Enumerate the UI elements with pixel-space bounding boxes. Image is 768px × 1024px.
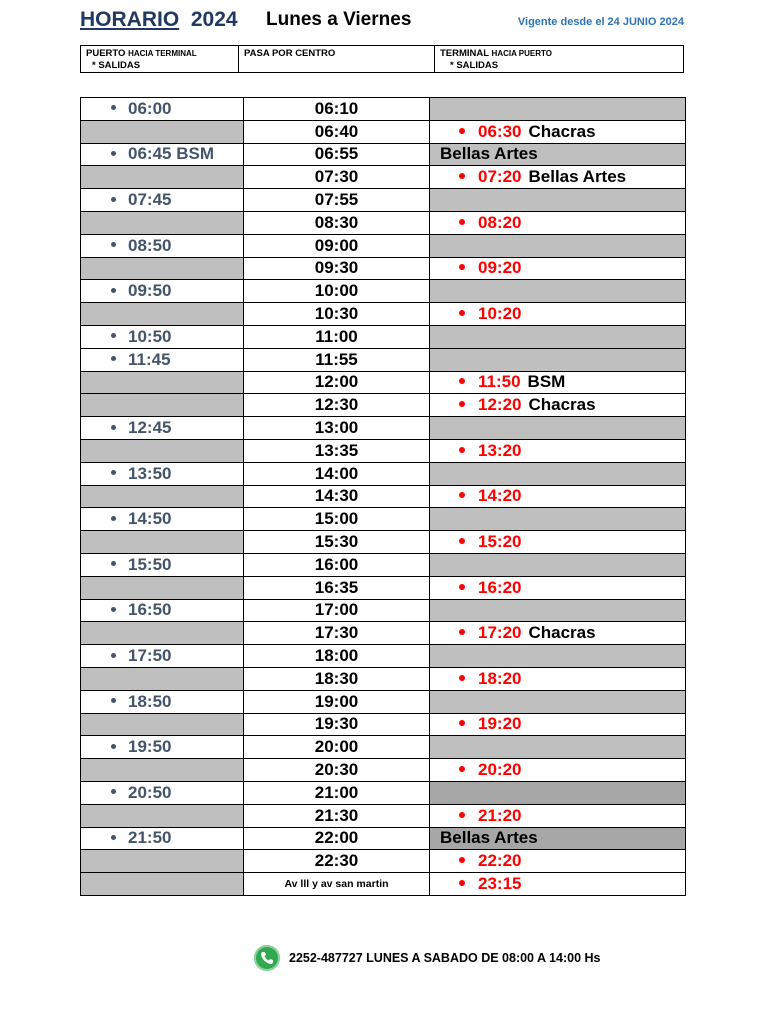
table-row <box>81 417 686 440</box>
bullet-icon <box>459 401 465 407</box>
centro-cell: 19:30 <box>244 713 430 736</box>
centro-cell: 06:10 <box>244 98 430 121</box>
puerto-cell <box>81 348 244 371</box>
centro-cell: 15:00 <box>244 508 430 531</box>
centro-cell: 17:30 <box>244 622 430 645</box>
puerto-cell <box>81 211 244 234</box>
terminal-time: 07:20 <box>478 167 522 187</box>
bullet-icon <box>111 197 116 202</box>
terminal-time: 19:20 <box>478 714 522 734</box>
puerto-cell <box>81 781 244 804</box>
puerto-cell <box>81 622 244 645</box>
puerto-cell <box>81 850 244 873</box>
terminal-note: Chacras <box>528 395 596 415</box>
bullet-icon <box>459 812 465 818</box>
centro-cell: 17:00 <box>244 599 430 622</box>
bullet-icon <box>111 151 116 156</box>
centro-cell: 14:00 <box>244 462 430 485</box>
terminal-time: 06:30 <box>478 121 522 141</box>
puerto-cell <box>81 690 244 713</box>
puerto-cell <box>81 439 244 462</box>
terminal-cell <box>430 143 686 166</box>
bullet-icon <box>459 378 465 384</box>
puerto-cell <box>81 234 244 257</box>
terminal-note: Chacras <box>528 623 596 643</box>
terminal-cell <box>430 394 686 417</box>
bullet-icon <box>459 857 465 863</box>
table-row <box>81 645 686 668</box>
centro-cell: 07:30 <box>244 166 430 189</box>
puerto-time: 17:50 <box>128 646 172 666</box>
bullet-icon <box>459 264 465 270</box>
bullet-icon <box>459 675 465 681</box>
centro-cell: 11:00 <box>244 325 430 348</box>
header-puerto <box>81 46 239 72</box>
centro-cell: 18:00 <box>244 645 430 668</box>
puerto-time: 16:50 <box>128 600 172 620</box>
table-row <box>81 462 686 485</box>
header-puerto-label: PUERTO <box>86 48 126 59</box>
table-row <box>81 804 686 827</box>
bullet-icon <box>459 173 465 179</box>
terminal-time: 18:20 <box>478 668 522 688</box>
table-row <box>81 257 686 280</box>
table-row <box>81 211 686 234</box>
centro-cell: 21:30 <box>244 804 430 827</box>
terminal-note: BSM <box>527 372 566 392</box>
centro-cell: 16:35 <box>244 576 430 599</box>
terminal-cell <box>430 667 686 690</box>
puerto-cell <box>81 303 244 326</box>
puerto-cell <box>81 827 244 850</box>
bullet-icon <box>111 561 116 566</box>
table-row <box>81 371 686 394</box>
centro-cell: 12:00 <box>244 371 430 394</box>
puerto-cell <box>81 873 244 896</box>
title-days: Lunes a Viernes <box>266 9 412 30</box>
header-puerto-salidas: * SALIDAS <box>92 60 141 71</box>
title-word: HORARIO <box>80 8 180 31</box>
terminal-note: Bellas Artes <box>440 144 538 164</box>
table-row <box>81 439 686 462</box>
bullet-icon <box>111 516 116 521</box>
bullet-icon <box>111 607 116 612</box>
bullet-icon <box>459 720 465 726</box>
puerto-time: 12:45 <box>128 418 172 438</box>
terminal-time: 17:20 <box>478 623 522 643</box>
puerto-cell <box>81 645 244 668</box>
header-terminal-label: TERMINAL <box>440 48 489 59</box>
table-row <box>81 622 686 645</box>
terminal-cell <box>430 120 686 143</box>
bullet-icon <box>111 653 116 658</box>
table-row <box>81 873 686 896</box>
puerto-cell <box>81 417 244 440</box>
table-row <box>81 234 686 257</box>
puerto-cell <box>81 280 244 303</box>
centro-cell: 08:30 <box>244 211 430 234</box>
terminal-cell <box>430 234 686 257</box>
puerto-time: 20:50 <box>128 782 172 802</box>
centro-cell: 18:30 <box>244 667 430 690</box>
puerto-time: 11:45 <box>128 349 171 369</box>
bullet-icon <box>111 470 116 475</box>
puerto-time: 09:50 <box>128 281 172 301</box>
centro-cell: 20:30 <box>244 759 430 782</box>
terminal-cell <box>430 257 686 280</box>
table-row <box>81 166 686 189</box>
centro-cell: 21:00 <box>244 781 430 804</box>
page-title <box>80 8 238 32</box>
terminal-cell <box>430 462 686 485</box>
puerto-cell <box>81 120 244 143</box>
puerto-cell <box>81 736 244 759</box>
terminal-time: 09:20 <box>478 258 522 278</box>
table-row <box>81 667 686 690</box>
terminal-cell <box>430 325 686 348</box>
terminal-cell <box>430 736 686 759</box>
header-puerto-sub: HACIA TERMINAL <box>128 49 197 58</box>
terminal-cell <box>430 348 686 371</box>
centro-cell: 16:00 <box>244 553 430 576</box>
terminal-cell <box>430 485 686 508</box>
terminal-time: 20:20 <box>478 760 522 779</box>
table-row <box>81 98 686 121</box>
table-row <box>81 508 686 531</box>
terminal-cell <box>430 622 686 645</box>
table-row <box>81 485 686 508</box>
puerto-cell <box>81 508 244 531</box>
centro-cell: 12:30 <box>244 394 430 417</box>
puerto-time: 08:50 <box>128 235 172 255</box>
bullet-icon <box>111 425 116 430</box>
bullet-icon <box>459 447 465 453</box>
centro-cell: 11:55 <box>244 348 430 371</box>
terminal-cell <box>430 508 686 531</box>
puerto-time: 18:50 <box>128 691 172 711</box>
puerto-time: 06:45 BSM <box>128 144 214 164</box>
table-row <box>81 576 686 599</box>
terminal-time: 12:20 <box>478 395 522 415</box>
bullet-icon <box>111 789 116 794</box>
bullet-icon <box>459 128 465 134</box>
phone-icon <box>254 945 280 971</box>
puerto-cell <box>81 667 244 690</box>
table-row <box>81 736 686 759</box>
terminal-cell <box>430 280 686 303</box>
table-row <box>81 143 686 166</box>
centro-cell: 07:55 <box>244 189 430 212</box>
terminal-time: 21:20 <box>478 805 522 825</box>
bullet-icon <box>459 584 465 590</box>
bullet-icon <box>111 835 116 840</box>
terminal-note: Bellas Artes <box>528 167 627 187</box>
puerto-time: 15:50 <box>128 554 172 574</box>
puerto-cell <box>81 394 244 417</box>
terminal-time: 22:20 <box>478 851 522 871</box>
table-row <box>81 850 686 873</box>
bullet-icon <box>459 538 465 544</box>
centro-cell: 20:00 <box>244 736 430 759</box>
terminal-cell <box>430 189 686 212</box>
centro-cell: 09:00 <box>244 234 430 257</box>
terminal-cell <box>430 211 686 234</box>
title-year: 2024 <box>190 8 238 31</box>
puerto-cell <box>81 462 244 485</box>
table-row <box>81 553 686 576</box>
centro-cell: 22:00 <box>244 827 430 850</box>
puerto-cell <box>81 713 244 736</box>
title-bar <box>80 6 690 38</box>
terminal-cell <box>430 827 686 850</box>
bullet-icon <box>111 333 116 338</box>
table-row <box>81 690 686 713</box>
terminal-time: 14:20 <box>478 486 522 506</box>
contact-footer <box>254 945 600 971</box>
puerto-cell <box>81 143 244 166</box>
terminal-time: 08:20 <box>478 212 522 232</box>
table-row <box>81 280 686 303</box>
centro-cell: 06:40 <box>244 120 430 143</box>
terminal-cell <box>430 850 686 873</box>
terminal-cell <box>430 713 686 736</box>
puerto-time: 13:50 <box>128 463 172 483</box>
bullet-icon <box>111 242 116 247</box>
centro-cell: 22:30 <box>244 850 430 873</box>
centro-cell: 13:35 <box>244 439 430 462</box>
bullet-icon <box>459 219 465 225</box>
centro-cell: Av lll y av san martin <box>244 873 430 896</box>
puerto-cell <box>81 325 244 348</box>
terminal-time: 23:15 <box>478 873 522 893</box>
puerto-time: 21:50 <box>128 828 172 848</box>
terminal-cell <box>430 804 686 827</box>
header-terminal-salidas: * SALIDAS <box>450 60 499 71</box>
terminal-time: 10:20 <box>478 304 522 324</box>
centro-cell: 09:30 <box>244 257 430 280</box>
terminal-cell <box>430 645 686 668</box>
terminal-cell <box>430 599 686 622</box>
centro-cell: 19:00 <box>244 690 430 713</box>
bullet-icon <box>111 356 116 361</box>
table-row <box>81 120 686 143</box>
puerto-cell <box>81 257 244 280</box>
terminal-cell <box>430 690 686 713</box>
bullet-icon <box>111 105 116 110</box>
table-row <box>81 599 686 622</box>
puerto-cell <box>81 531 244 554</box>
terminal-cell <box>430 576 686 599</box>
centro-cell: 14:30 <box>244 485 430 508</box>
centro-cell: 06:55 <box>244 143 430 166</box>
puerto-cell <box>81 599 244 622</box>
terminal-cell <box>430 781 686 804</box>
terminal-cell <box>430 873 686 896</box>
terminal-cell <box>430 439 686 462</box>
table-row <box>81 303 686 326</box>
puerto-cell <box>81 804 244 827</box>
puerto-cell <box>81 371 244 394</box>
puerto-cell <box>81 189 244 212</box>
table-row <box>81 781 686 804</box>
bullet-icon <box>459 766 465 772</box>
puerto-cell <box>81 576 244 599</box>
puerto-time: 10:50 <box>128 326 172 346</box>
schedule-table <box>80 97 686 896</box>
contact-text: 2252-487727 LUNES A SABADO DE 08:00 A 14:00 Hs <box>289 951 601 965</box>
bullet-icon <box>111 698 116 703</box>
puerto-cell <box>81 98 244 121</box>
terminal-cell <box>430 417 686 440</box>
column-headers <box>80 45 684 73</box>
bullet-icon <box>111 744 116 749</box>
terminal-note: Chacras <box>528 121 596 141</box>
centro-cell: 13:00 <box>244 417 430 440</box>
terminal-time: 11:50 <box>478 372 521 392</box>
table-row <box>81 827 686 850</box>
table-row <box>81 325 686 348</box>
header-centro <box>239 46 435 72</box>
puerto-time: 14:50 <box>128 509 172 529</box>
table-row <box>81 394 686 417</box>
header-terminal-sub: HACIA PUERTO <box>491 49 552 58</box>
table-row <box>81 189 686 212</box>
table-row <box>81 348 686 371</box>
terminal-note: Bellas Artes <box>440 828 538 848</box>
terminal-cell <box>430 303 686 326</box>
terminal-cell <box>430 553 686 576</box>
table-row <box>81 759 686 782</box>
terminal-cell <box>430 371 686 394</box>
header-centro-label: PASA POR CENTRO <box>244 48 336 59</box>
header-terminal <box>435 46 683 72</box>
terminal-time: 16:20 <box>478 577 522 597</box>
bullet-icon <box>459 310 465 316</box>
centro-cell: 10:30 <box>244 303 430 326</box>
table-row <box>81 713 686 736</box>
puerto-cell <box>81 759 244 782</box>
bullet-icon <box>459 629 465 635</box>
bullet-icon <box>459 880 465 886</box>
puerto-cell <box>81 485 244 508</box>
bullet-icon <box>111 288 116 293</box>
terminal-cell <box>430 98 686 121</box>
terminal-time: 15:20 <box>478 532 522 552</box>
terminal-time: 13:20 <box>478 440 522 460</box>
terminal-cell <box>430 759 686 782</box>
valid-from-label: Vigente desde el 24 JUNIO 2024 <box>517 16 684 28</box>
bullet-icon <box>459 492 465 498</box>
centro-cell: 10:00 <box>244 280 430 303</box>
centro-cell: 15:30 <box>244 531 430 554</box>
table-row <box>81 531 686 554</box>
puerto-time: 19:50 <box>128 737 172 757</box>
puerto-cell <box>81 166 244 189</box>
puerto-cell <box>81 553 244 576</box>
puerto-time: 06:00 <box>128 98 172 118</box>
terminal-cell <box>430 531 686 554</box>
terminal-cell <box>430 166 686 189</box>
puerto-time: 07:45 <box>128 190 172 210</box>
